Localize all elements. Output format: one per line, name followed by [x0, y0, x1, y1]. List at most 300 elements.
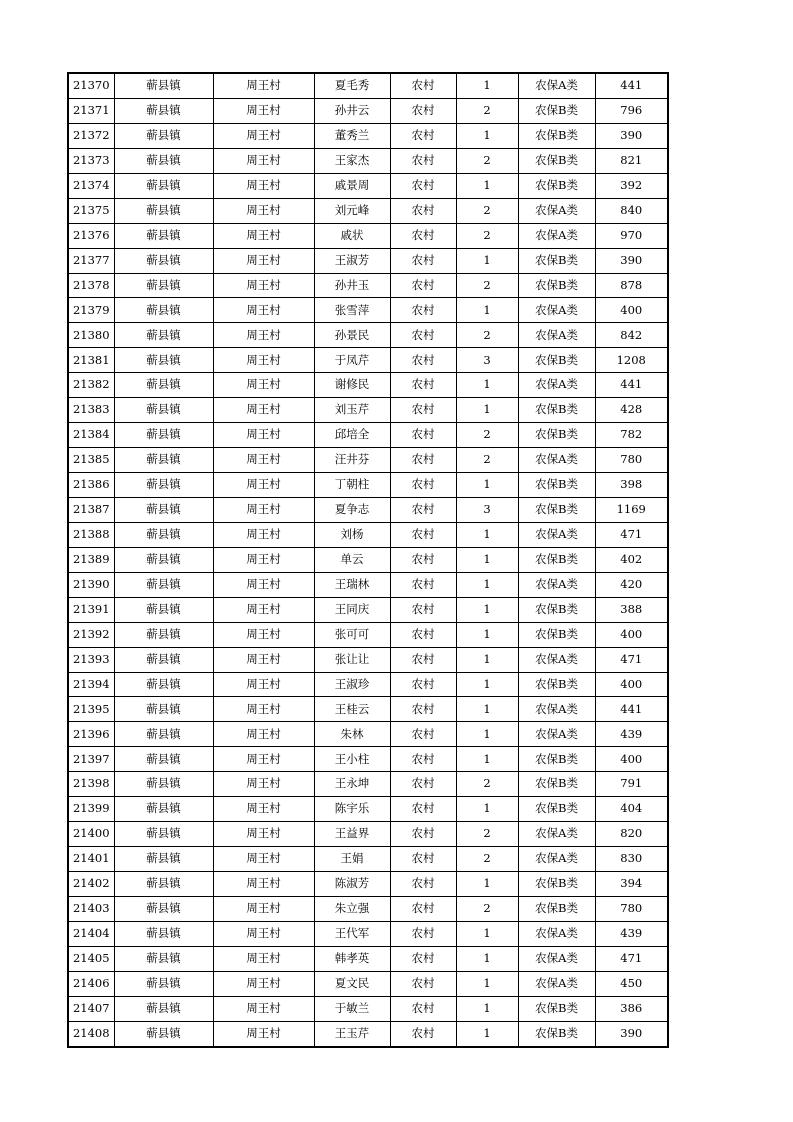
member-count-cell: 1 [456, 971, 518, 996]
person-name-cell: 于凤芹 [314, 348, 390, 373]
household-type-cell: 农村 [390, 497, 456, 522]
insurance-class-cell: 农保B类 [518, 772, 595, 797]
table-row [68, 996, 668, 1021]
town-cell: 蕲县镇 [114, 373, 213, 398]
table-row [68, 398, 668, 423]
record-id-cell: 21408 [68, 1021, 114, 1046]
household-type-cell: 农村 [390, 547, 456, 572]
record-id-cell: 21393 [68, 647, 114, 672]
household-type-cell: 农村 [390, 298, 456, 323]
member-count-cell: 1 [456, 1021, 518, 1046]
person-name-cell: 王淑珍 [314, 672, 390, 697]
table-row [68, 896, 668, 921]
insurance-class-cell: 农保B类 [518, 497, 595, 522]
village-cell: 周王村 [213, 547, 314, 572]
person-name-cell: 刘杨 [314, 522, 390, 547]
member-count-cell: 1 [456, 298, 518, 323]
person-name-cell: 谢修民 [314, 373, 390, 398]
table-row [68, 747, 668, 772]
member-count-cell: 1 [456, 73, 518, 98]
table-row [68, 522, 668, 547]
record-id-cell: 21390 [68, 572, 114, 597]
village-cell: 周王村 [213, 423, 314, 448]
member-count-cell: 1 [456, 173, 518, 198]
village-cell: 周王村 [213, 996, 314, 1021]
table-row [68, 248, 668, 273]
village-cell: 周王村 [213, 672, 314, 697]
amount-cell: 439 [595, 722, 668, 747]
amount-cell: 439 [595, 921, 668, 946]
insurance-class-cell: 农保B类 [518, 896, 595, 921]
household-type-cell: 农村 [390, 872, 456, 897]
record-id-cell: 21402 [68, 872, 114, 897]
amount-cell: 796 [595, 98, 668, 123]
amount-cell: 791 [595, 772, 668, 797]
amount-cell: 402 [595, 547, 668, 572]
person-name-cell: 邱培全 [314, 423, 390, 448]
table-row [68, 1021, 668, 1046]
town-cell: 蕲县镇 [114, 298, 213, 323]
village-cell: 周王村 [213, 98, 314, 123]
table-row [68, 672, 668, 697]
record-id-cell: 21383 [68, 398, 114, 423]
village-cell: 周王村 [213, 123, 314, 148]
town-cell: 蕲县镇 [114, 448, 213, 473]
household-type-cell: 农村 [390, 847, 456, 872]
insurance-class-cell: 农保A类 [518, 921, 595, 946]
insurance-class-cell: 农保A类 [518, 647, 595, 672]
insurance-class-cell: 农保B类 [518, 398, 595, 423]
household-type-cell: 农村 [390, 921, 456, 946]
person-name-cell: 王娟 [314, 847, 390, 872]
record-id-cell: 21404 [68, 921, 114, 946]
table-row [68, 223, 668, 248]
record-id-cell: 21400 [68, 822, 114, 847]
village-cell: 周王村 [213, 298, 314, 323]
table-row [68, 348, 668, 373]
town-cell: 蕲县镇 [114, 597, 213, 622]
village-cell: 周王村 [213, 622, 314, 647]
town-cell: 蕲县镇 [114, 647, 213, 672]
amount-cell: 400 [595, 622, 668, 647]
household-type-cell: 农村 [390, 73, 456, 98]
member-count-cell: 1 [456, 697, 518, 722]
insurance-class-cell: 农保B类 [518, 273, 595, 298]
amount-cell: 386 [595, 996, 668, 1021]
member-count-cell: 1 [456, 547, 518, 572]
village-cell: 周王村 [213, 373, 314, 398]
town-cell: 蕲县镇 [114, 273, 213, 298]
member-count-cell: 1 [456, 872, 518, 897]
person-name-cell: 孙景民 [314, 323, 390, 348]
town-cell: 蕲县镇 [114, 98, 213, 123]
person-name-cell: 朱林 [314, 722, 390, 747]
town-cell: 蕲县镇 [114, 772, 213, 797]
person-name-cell: 刘元峰 [314, 198, 390, 223]
amount-cell: 400 [595, 747, 668, 772]
household-type-cell: 农村 [390, 473, 456, 498]
record-id-cell: 21407 [68, 996, 114, 1021]
amount-cell: 471 [595, 946, 668, 971]
amount-cell: 420 [595, 572, 668, 597]
village-cell: 周王村 [213, 697, 314, 722]
table-row [68, 722, 668, 747]
insurance-class-cell: 农保B类 [518, 123, 595, 148]
village-cell: 周王村 [213, 822, 314, 847]
record-id-cell: 21370 [68, 73, 114, 98]
member-count-cell: 1 [456, 123, 518, 148]
household-type-cell: 农村 [390, 822, 456, 847]
town-cell: 蕲县镇 [114, 73, 213, 98]
table-row [68, 946, 668, 971]
village-cell: 周王村 [213, 847, 314, 872]
amount-cell: 471 [595, 522, 668, 547]
member-count-cell: 1 [456, 473, 518, 498]
household-type-cell: 农村 [390, 123, 456, 148]
household-type-cell: 农村 [390, 198, 456, 223]
record-id-cell: 21376 [68, 223, 114, 248]
insurance-class-cell: 农保A类 [518, 298, 595, 323]
member-count-cell: 2 [456, 198, 518, 223]
record-id-cell: 21379 [68, 298, 114, 323]
insurance-class-cell: 农保A类 [518, 323, 595, 348]
town-cell: 蕲县镇 [114, 323, 213, 348]
insurance-class-cell: 农保B类 [518, 597, 595, 622]
village-cell: 周王村 [213, 1021, 314, 1046]
household-type-cell: 农村 [390, 747, 456, 772]
member-count-cell: 1 [456, 672, 518, 697]
town-cell: 蕲县镇 [114, 971, 213, 996]
insurance-class-cell: 农保B类 [518, 473, 595, 498]
record-id-cell: 21406 [68, 971, 114, 996]
amount-cell: 450 [595, 971, 668, 996]
household-type-cell: 农村 [390, 996, 456, 1021]
household-type-cell: 农村 [390, 722, 456, 747]
household-type-cell: 农村 [390, 672, 456, 697]
member-count-cell: 3 [456, 348, 518, 373]
member-count-cell: 2 [456, 273, 518, 298]
household-type-cell: 农村 [390, 1021, 456, 1046]
record-id-cell: 21403 [68, 896, 114, 921]
person-name-cell: 王玉芹 [314, 1021, 390, 1046]
insurance-class-cell: 农保B类 [518, 872, 595, 897]
record-id-cell: 21394 [68, 672, 114, 697]
insurance-class-cell: 农保A类 [518, 847, 595, 872]
member-count-cell: 1 [456, 622, 518, 647]
member-count-cell: 1 [456, 996, 518, 1021]
person-name-cell: 张雪萍 [314, 298, 390, 323]
household-type-cell: 农村 [390, 647, 456, 672]
insurance-class-cell: 农保A类 [518, 946, 595, 971]
person-name-cell: 戚状 [314, 223, 390, 248]
person-name-cell: 王家杰 [314, 148, 390, 173]
household-type-cell: 农村 [390, 597, 456, 622]
town-cell: 蕲县镇 [114, 547, 213, 572]
person-name-cell: 王永坤 [314, 772, 390, 797]
person-name-cell: 张让让 [314, 647, 390, 672]
town-cell: 蕲县镇 [114, 622, 213, 647]
town-cell: 蕲县镇 [114, 148, 213, 173]
member-count-cell: 2 [456, 223, 518, 248]
town-cell: 蕲县镇 [114, 946, 213, 971]
household-type-cell: 农村 [390, 896, 456, 921]
table-row [68, 847, 668, 872]
village-cell: 周王村 [213, 797, 314, 822]
table-row [68, 448, 668, 473]
town-cell: 蕲县镇 [114, 847, 213, 872]
table-row [68, 597, 668, 622]
household-type-cell: 农村 [390, 971, 456, 996]
record-id-cell: 21385 [68, 448, 114, 473]
member-count-cell: 1 [456, 921, 518, 946]
amount-cell: 390 [595, 248, 668, 273]
record-id-cell: 21378 [68, 273, 114, 298]
record-id-cell: 21373 [68, 148, 114, 173]
record-id-cell: 21405 [68, 946, 114, 971]
member-count-cell: 1 [456, 373, 518, 398]
household-type-cell: 农村 [390, 173, 456, 198]
record-id-cell: 21401 [68, 847, 114, 872]
village-cell: 周王村 [213, 722, 314, 747]
household-type-cell: 农村 [390, 348, 456, 373]
person-name-cell: 王小柱 [314, 747, 390, 772]
record-id-cell: 21372 [68, 123, 114, 148]
village-cell: 周王村 [213, 597, 314, 622]
amount-cell: 820 [595, 822, 668, 847]
person-name-cell: 夏文民 [314, 971, 390, 996]
person-name-cell: 单云 [314, 547, 390, 572]
insurance-class-cell: 农保B类 [518, 248, 595, 273]
household-type-cell: 农村 [390, 572, 456, 597]
insurance-class-cell: 农保B类 [518, 1021, 595, 1046]
table-row [68, 547, 668, 572]
amount-cell: 388 [595, 597, 668, 622]
amount-cell: 471 [595, 647, 668, 672]
town-cell: 蕲县镇 [114, 747, 213, 772]
village-cell: 周王村 [213, 448, 314, 473]
household-type-cell: 农村 [390, 697, 456, 722]
village-cell: 周王村 [213, 73, 314, 98]
table-row [68, 173, 668, 198]
town-cell: 蕲县镇 [114, 473, 213, 498]
household-type-cell: 农村 [390, 423, 456, 448]
village-cell: 周王村 [213, 896, 314, 921]
household-type-cell: 农村 [390, 946, 456, 971]
person-name-cell: 王同庆 [314, 597, 390, 622]
town-cell: 蕲县镇 [114, 248, 213, 273]
town-cell: 蕲县镇 [114, 872, 213, 897]
village-cell: 周王村 [213, 971, 314, 996]
village-cell: 周王村 [213, 248, 314, 273]
village-cell: 周王村 [213, 148, 314, 173]
member-count-cell: 1 [456, 572, 518, 597]
amount-cell: 441 [595, 373, 668, 398]
town-cell: 蕲县镇 [114, 1021, 213, 1046]
village-cell: 周王村 [213, 647, 314, 672]
table-row [68, 921, 668, 946]
table-row [68, 971, 668, 996]
record-id-cell: 21386 [68, 473, 114, 498]
table-body [68, 73, 668, 1047]
member-count-cell: 2 [456, 448, 518, 473]
amount-cell: 400 [595, 298, 668, 323]
record-id-cell: 21388 [68, 522, 114, 547]
insurance-class-cell: 农保A类 [518, 722, 595, 747]
village-cell: 周王村 [213, 747, 314, 772]
table-row [68, 797, 668, 822]
member-count-cell: 1 [456, 597, 518, 622]
town-cell: 蕲县镇 [114, 348, 213, 373]
insurance-class-cell: 农保A类 [518, 522, 595, 547]
member-count-cell: 1 [456, 522, 518, 547]
person-name-cell: 陈宇乐 [314, 797, 390, 822]
person-name-cell: 夏争志 [314, 497, 390, 522]
person-name-cell: 戚景周 [314, 173, 390, 198]
table-row [68, 872, 668, 897]
person-name-cell: 孙井玉 [314, 273, 390, 298]
table-row [68, 423, 668, 448]
member-count-cell: 1 [456, 398, 518, 423]
village-cell: 周王村 [213, 572, 314, 597]
town-cell: 蕲县镇 [114, 223, 213, 248]
insurance-class-cell: 农保B类 [518, 672, 595, 697]
record-id-cell: 21392 [68, 622, 114, 647]
town-cell: 蕲县镇 [114, 173, 213, 198]
person-name-cell: 董秀兰 [314, 123, 390, 148]
insurance-class-cell: 农保B类 [518, 797, 595, 822]
insurance-class-cell: 农保A类 [518, 697, 595, 722]
household-type-cell: 农村 [390, 797, 456, 822]
amount-cell: 840 [595, 198, 668, 223]
person-name-cell: 朱立强 [314, 896, 390, 921]
insurance-class-cell: 农保B类 [518, 996, 595, 1021]
town-cell: 蕲县镇 [114, 423, 213, 448]
table-row [68, 497, 668, 522]
household-type-cell: 农村 [390, 448, 456, 473]
insurance-class-cell: 农保B类 [518, 622, 595, 647]
member-count-cell: 2 [456, 423, 518, 448]
member-count-cell: 1 [456, 248, 518, 273]
member-count-cell: 1 [456, 647, 518, 672]
table-row [68, 772, 668, 797]
record-id-cell: 21396 [68, 722, 114, 747]
record-id-cell: 21371 [68, 98, 114, 123]
town-cell: 蕲县镇 [114, 996, 213, 1021]
village-cell: 周王村 [213, 173, 314, 198]
amount-cell: 782 [595, 423, 668, 448]
person-name-cell: 张可可 [314, 622, 390, 647]
insurance-class-cell: 农保A类 [518, 73, 595, 98]
table-row [68, 298, 668, 323]
record-id-cell: 21384 [68, 423, 114, 448]
member-count-cell: 1 [456, 946, 518, 971]
table-row [68, 123, 668, 148]
record-id-cell: 21377 [68, 248, 114, 273]
town-cell: 蕲县镇 [114, 797, 213, 822]
member-count-cell: 1 [456, 747, 518, 772]
amount-cell: 780 [595, 896, 668, 921]
village-cell: 周王村 [213, 348, 314, 373]
record-id-cell: 21395 [68, 697, 114, 722]
amount-cell: 830 [595, 847, 668, 872]
table-row [68, 697, 668, 722]
amount-cell: 428 [595, 398, 668, 423]
town-cell: 蕲县镇 [114, 572, 213, 597]
record-id-cell: 21397 [68, 747, 114, 772]
insurance-class-cell: 农保B类 [518, 747, 595, 772]
member-count-cell: 2 [456, 847, 518, 872]
household-type-cell: 农村 [390, 273, 456, 298]
household-type-cell: 农村 [390, 223, 456, 248]
household-type-cell: 农村 [390, 373, 456, 398]
village-cell: 周王村 [213, 398, 314, 423]
record-id-cell: 21382 [68, 373, 114, 398]
amount-cell: 821 [595, 148, 668, 173]
person-name-cell: 王瑞林 [314, 572, 390, 597]
table-row [68, 198, 668, 223]
insurance-class-cell: 农保A类 [518, 971, 595, 996]
town-cell: 蕲县镇 [114, 921, 213, 946]
village-cell: 周王村 [213, 872, 314, 897]
amount-cell: 390 [595, 123, 668, 148]
member-count-cell: 3 [456, 497, 518, 522]
household-type-cell: 农村 [390, 772, 456, 797]
member-count-cell: 2 [456, 772, 518, 797]
village-cell: 周王村 [213, 273, 314, 298]
household-type-cell: 农村 [390, 248, 456, 273]
village-cell: 周王村 [213, 223, 314, 248]
record-id-cell: 21389 [68, 547, 114, 572]
person-name-cell: 王益界 [314, 822, 390, 847]
table-row [68, 73, 668, 98]
town-cell: 蕲县镇 [114, 123, 213, 148]
amount-cell: 441 [595, 73, 668, 98]
record-id-cell: 21398 [68, 772, 114, 797]
household-type-cell: 农村 [390, 98, 456, 123]
person-name-cell: 刘玉芹 [314, 398, 390, 423]
insurance-class-cell: 农保A类 [518, 822, 595, 847]
amount-cell: 878 [595, 273, 668, 298]
town-cell: 蕲县镇 [114, 672, 213, 697]
village-cell: 周王村 [213, 921, 314, 946]
person-name-cell: 王代军 [314, 921, 390, 946]
member-count-cell: 2 [456, 98, 518, 123]
village-cell: 周王村 [213, 772, 314, 797]
village-cell: 周王村 [213, 522, 314, 547]
village-cell: 周王村 [213, 946, 314, 971]
village-cell: 周王村 [213, 497, 314, 522]
amount-cell: 400 [595, 672, 668, 697]
person-name-cell: 王淑芳 [314, 248, 390, 273]
insurance-class-cell: 农保B类 [518, 547, 595, 572]
table-row [68, 148, 668, 173]
person-name-cell: 孙井云 [314, 98, 390, 123]
record-id-cell: 21387 [68, 497, 114, 522]
amount-cell: 404 [595, 797, 668, 822]
amount-cell: 398 [595, 473, 668, 498]
record-id-cell: 21391 [68, 597, 114, 622]
insurance-class-cell: 农保A类 [518, 223, 595, 248]
town-cell: 蕲县镇 [114, 697, 213, 722]
town-cell: 蕲县镇 [114, 198, 213, 223]
table-row [68, 273, 668, 298]
member-count-cell: 2 [456, 896, 518, 921]
records-table [67, 72, 669, 1048]
record-id-cell: 21374 [68, 173, 114, 198]
insurance-class-cell: 农保B类 [518, 148, 595, 173]
table-row [68, 622, 668, 647]
member-count-cell: 2 [456, 323, 518, 348]
